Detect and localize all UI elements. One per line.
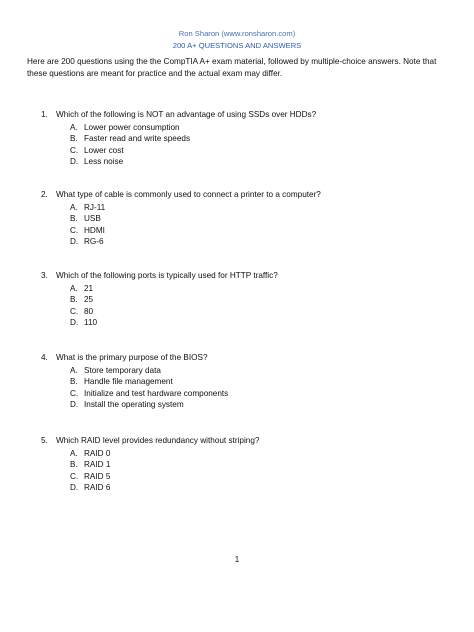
question-text: Which of the following is NOT an advantage of using SSDs over HDDs? [56,110,317,119]
choice-c [0,225,474,236]
choice-d [0,482,474,493]
question-number: 1. [41,110,48,119]
choice-letter: B. [70,295,78,305]
choice-letter: D. [70,318,79,328]
choice-letter: C. [70,145,79,155]
choice-text: Faster read and write speeds [84,134,191,144]
choice-d [0,399,474,410]
question-number: 4. [41,353,48,362]
choice-b [0,213,474,224]
page-header [0,28,474,52]
choice-a [0,448,474,459]
header-author: Ron Sharon (www.ronsharon.com) [178,29,296,38]
choice-text: Install the operating system [84,400,184,410]
page-number: 1 [234,555,240,564]
choice-letter: D. [70,157,79,167]
choice-a [0,122,474,133]
choice-text: RG-6 [84,237,104,247]
choice-text: 21 [84,284,94,293]
choice-text: Lower power consumption [84,123,180,132]
choice-letter: D. [70,400,79,410]
question-text: Which RAID level provides redundancy without striping? [56,436,260,445]
choice-text: USB [84,214,101,224]
choice-letter: A. [70,449,78,458]
choice-letter: C. [70,225,79,235]
choice-a [0,202,474,213]
choice-text: Handle file management [84,377,173,387]
choice-letter: B. [70,460,78,470]
intro-paragraph: Here are 200 questions using the the CompTIA A+ exam material, followed by multiple-choice answers. Note that these questions are meant for practice and the actual exam may differ. [27,57,437,78]
choice-letter: A. [70,123,78,132]
choice-b [0,133,474,144]
choice-text: 25 [84,295,94,305]
choice-b [0,376,474,387]
choice-letter: C. [70,388,79,398]
choice-letter: D. [70,483,79,493]
choice-text: RJ-11 [84,203,106,212]
choice-c [0,306,474,317]
choice-letter: D. [70,237,79,247]
question-4 [0,352,474,411]
question-5 [0,435,474,494]
choice-letter: C. [70,306,79,316]
choice-text: RAID 6 [84,483,111,493]
choice-text: RAID 5 [84,471,111,481]
choice-a [0,283,474,294]
choice-text: 80 [84,306,94,316]
choice-letter: B. [70,214,78,224]
choice-text: Less noise [84,157,124,167]
header-title: 200 A+ QUESTIONS AND ANSWERS [172,41,302,50]
choice-d [0,156,474,167]
choice-text: 110 [84,318,98,328]
choice-letter: B. [70,134,78,144]
choice-text: Store temporary data [84,366,161,375]
choice-c [0,388,474,399]
question-text: What type of cable is commonly used to connect a printer to a computer? [56,190,321,199]
choice-text: RAID 0 [84,449,111,458]
question-text: What is the primary purpose of the BIOS? [56,353,208,362]
question-1 [0,109,474,168]
question-text: Which of the following ports is typically used for HTTP traffic? [56,271,278,280]
choice-c [0,145,474,156]
choice-letter: B. [70,377,78,387]
choice-text: RAID 1 [84,460,111,470]
choice-letter: A. [70,366,78,375]
question-2 [0,189,474,248]
question-number: 5. [41,436,48,445]
choice-b [0,294,474,305]
question-number: 2. [41,190,48,199]
choice-letter: C. [70,471,79,481]
choice-text: Lower cost [84,145,124,155]
question-3 [0,270,474,329]
choice-letter: A. [70,203,78,212]
choice-c [0,471,474,482]
choice-b [0,459,474,470]
choice-text: Initialize and test hardware components [84,388,229,398]
choice-text: HDMI [84,225,105,235]
choice-letter: A. [70,284,78,293]
question-number: 3. [41,271,48,280]
choice-d [0,236,474,247]
choice-d [0,317,474,328]
choice-a [0,365,474,376]
